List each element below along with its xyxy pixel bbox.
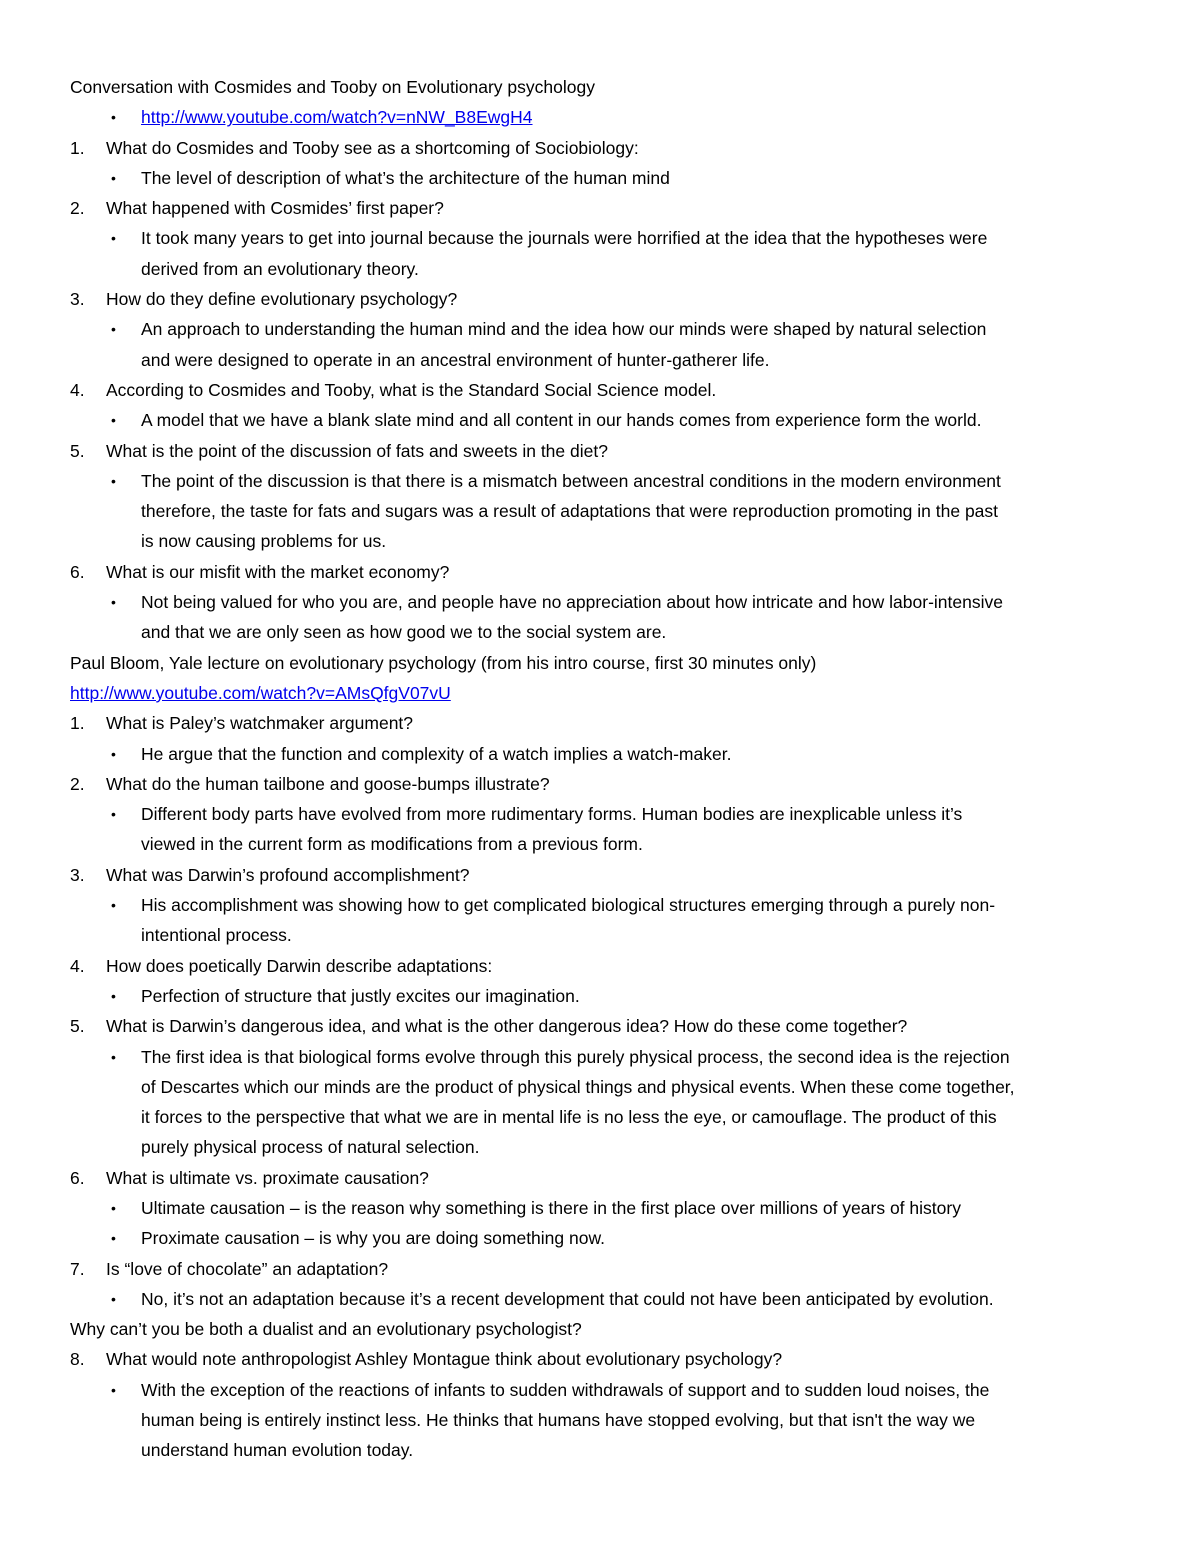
bullet-icon: • (111, 806, 116, 823)
answer-continuation: and were designed to operate in an ancestral environment of hunter-gatherer life. (141, 349, 770, 370)
answer-continuation: purely physical process of natural selection. (141, 1137, 480, 1158)
answer-text: Proximate causation – is why you are doing something now. (141, 1228, 606, 1249)
question-number: 5. (70, 440, 85, 461)
section1-title: Conversation with Cosmides and Tooby on Evolutionary psychology (70, 77, 595, 97)
bullet-icon: • (111, 412, 116, 429)
answer-continuation: derived from an evolutionary theory. (141, 258, 419, 279)
question-item (0, 557, 1200, 587)
answer-continuation: viewed in the current form as modifications from a previous form. (141, 834, 643, 855)
question-item (0, 436, 1200, 466)
answer-text: His accomplishment was showing how to get complicated biological structures emerging through a purely non- (141, 895, 996, 916)
answer-continuation: human being is entirely instinct less. He thinks that humans have stopped evolving, but that isn't the way we (141, 1410, 976, 1431)
bullet-icon: • (111, 594, 116, 611)
answer-continuation: it forces to the perspective that what we are in mental life is no less the eye, or camouflage. The product of this (141, 1107, 997, 1128)
extra-question: Why can’t you be both a dualist and an evolutionary psychologist? (70, 1319, 582, 1340)
question-number: 1. (70, 137, 85, 158)
answer-item (0, 1042, 1200, 1072)
bullet-icon: • (111, 169, 116, 186)
question-text: What is our misfit with the market economy? (106, 561, 450, 582)
question-text: How do they define evolutionary psychology? (106, 289, 458, 310)
answer-text: With the exception of the reactions of infants to sudden withdrawals of support and to sudden loud noises, the (141, 1379, 990, 1400)
answer-item (0, 314, 1200, 344)
answer-item (0, 587, 1200, 617)
question-item (0, 375, 1200, 405)
answer-text: No, it’s not an adaptation because it’s a recent development that could not have been anticipated by evolution. (141, 1288, 994, 1309)
question-item (0, 133, 1200, 163)
question-item (0, 284, 1200, 314)
bullet-icon: • (111, 321, 116, 338)
answer-item (0, 223, 1200, 253)
question-text: What is the point of the discussion of fats and sweets in the diet? (106, 440, 608, 461)
answer-item (0, 1284, 1200, 1314)
answer-item (0, 163, 1200, 193)
answer-continuation: and that we are only seen as how good we to the social system are. (141, 622, 667, 643)
question-item (0, 1011, 1200, 1041)
answer-text: Different body parts have evolved from more rudimentary forms. Human bodies are inexplicable unless it’s (141, 804, 963, 825)
question-text: What do the human tailbone and goose-bumps illustrate? (106, 773, 550, 794)
answer-text: Perfection of structure that justly excites our imagination. (141, 985, 580, 1006)
answer-text: Not being valued for who you are, and people have no appreciation about how intricate and how labor-intensive (141, 592, 1003, 613)
bullet-icon: • (111, 230, 116, 247)
bullet-icon: • (111, 987, 116, 1004)
question-number: 3. (70, 289, 85, 310)
question-text: What is ultimate vs. proximate causation? (106, 1167, 429, 1188)
answer-text: The point of the discussion is that there is a mismatch between ancestral conditions in the modern environment (141, 470, 1001, 491)
question-item (0, 708, 1200, 738)
bullet-icon: • (111, 1048, 116, 1065)
question-number: 5. (70, 1016, 85, 1037)
bullet-icon: • (111, 109, 116, 126)
question-text: According to Cosmides and Tooby, what is the Standard Social Science model. (106, 379, 717, 400)
video-link-2[interactable]: http://www.youtube.com/watch?v=AMsQfgV07vU (70, 682, 451, 703)
answer-text: The first idea is that biological forms evolve through this purely physical process, the second idea is the rejection (141, 1046, 1010, 1067)
question-number: 1. (70, 713, 85, 734)
question-text: What is Darwin’s dangerous idea, and what is the other dangerous idea? How do these come together? (106, 1016, 908, 1037)
question-number: 6. (70, 561, 85, 582)
answer-text: A model that we have a blank slate mind and all content in our hands comes from experience form the world. (141, 410, 982, 431)
question-number: 6. (70, 1167, 85, 1188)
video-link-1[interactable]: http://www.youtube.com/watch?v=nNW_B8EwgH4 (141, 107, 533, 128)
answer-continuation: therefore, the taste for fats and sugars was a result of adaptations that were reproduction promoting in the past (141, 501, 999, 522)
question-text: What do Cosmides and Tooby see as a shortcoming of Sociobiology: (106, 137, 639, 158)
answer-text: It took many years to get into journal because the journals were horrified at the idea that the hypotheses were (141, 228, 988, 249)
answer-item (0, 405, 1200, 435)
bullet-icon: • (111, 1290, 116, 1307)
bullet-icon: • (111, 897, 116, 914)
question-text: Is “love of chocolate” an adaptation? (106, 1258, 389, 1279)
answer-continuation: of Descartes which our minds are the product of physical things and physical events. When these come together, (141, 1076, 1015, 1097)
section2-title: Paul Bloom, Yale lecture on evolutionary psychology (from his intro course, first 30 minutes only) (70, 652, 817, 673)
question-number: 8. (70, 1349, 85, 1370)
bullet-icon: • (111, 745, 116, 762)
question-number: 4. (70, 955, 85, 976)
answer-item (0, 890, 1200, 920)
question-text: What happened with Cosmides’ first paper? (106, 198, 444, 219)
answer-item (0, 981, 1200, 1011)
answer-item (0, 1193, 1200, 1223)
answer-text: An approach to understanding the human mind and the idea how our minds were shaped by natural selection (141, 319, 987, 340)
question-item (0, 193, 1200, 223)
answer-item (0, 1223, 1200, 1253)
question-item (0, 1163, 1200, 1193)
answer-continuation: intentional process. (141, 925, 292, 946)
question-item (0, 769, 1200, 799)
bullet-item (0, 102, 1200, 132)
answer-item (0, 466, 1200, 496)
answer-continuation: understand human evolution today. (141, 1440, 414, 1461)
link-line (0, 678, 1200, 708)
question-item (0, 1344, 1200, 1374)
bullet-icon: • (111, 1230, 116, 1247)
answer-text: Ultimate causation – is the reason why something is there in the first place over millions of years of history (141, 1197, 961, 1218)
question-number: 2. (70, 198, 85, 219)
question-number: 2. (70, 773, 85, 794)
bullet-icon: • (111, 1381, 116, 1398)
bullet-icon: • (111, 1199, 116, 1216)
answer-text: The level of description of what’s the architecture of the human mind (141, 167, 670, 188)
question-number: 4. (70, 379, 85, 400)
answer-item (0, 739, 1200, 769)
bullet-icon: • (111, 472, 116, 489)
question-item (0, 860, 1200, 890)
question-item (0, 1254, 1200, 1284)
question-text: How does poetically Darwin describe adaptations: (106, 955, 493, 976)
answer-text: He argue that the function and complexity of a watch implies a watch-maker. (141, 743, 732, 764)
question-number: 3. (70, 864, 85, 885)
question-text: What is Paley’s watchmaker argument? (106, 713, 414, 734)
question-number: 7. (70, 1258, 85, 1279)
answer-continuation: is now causing problems for us. (141, 531, 387, 552)
question-text: What would note anthropologist Ashley Montague think about evolutionary psychology? (106, 1349, 783, 1370)
question-text: What was Darwin’s profound accomplishment? (106, 864, 470, 885)
question-item (0, 951, 1200, 981)
answer-item (0, 799, 1200, 829)
answer-item (0, 1375, 1200, 1405)
